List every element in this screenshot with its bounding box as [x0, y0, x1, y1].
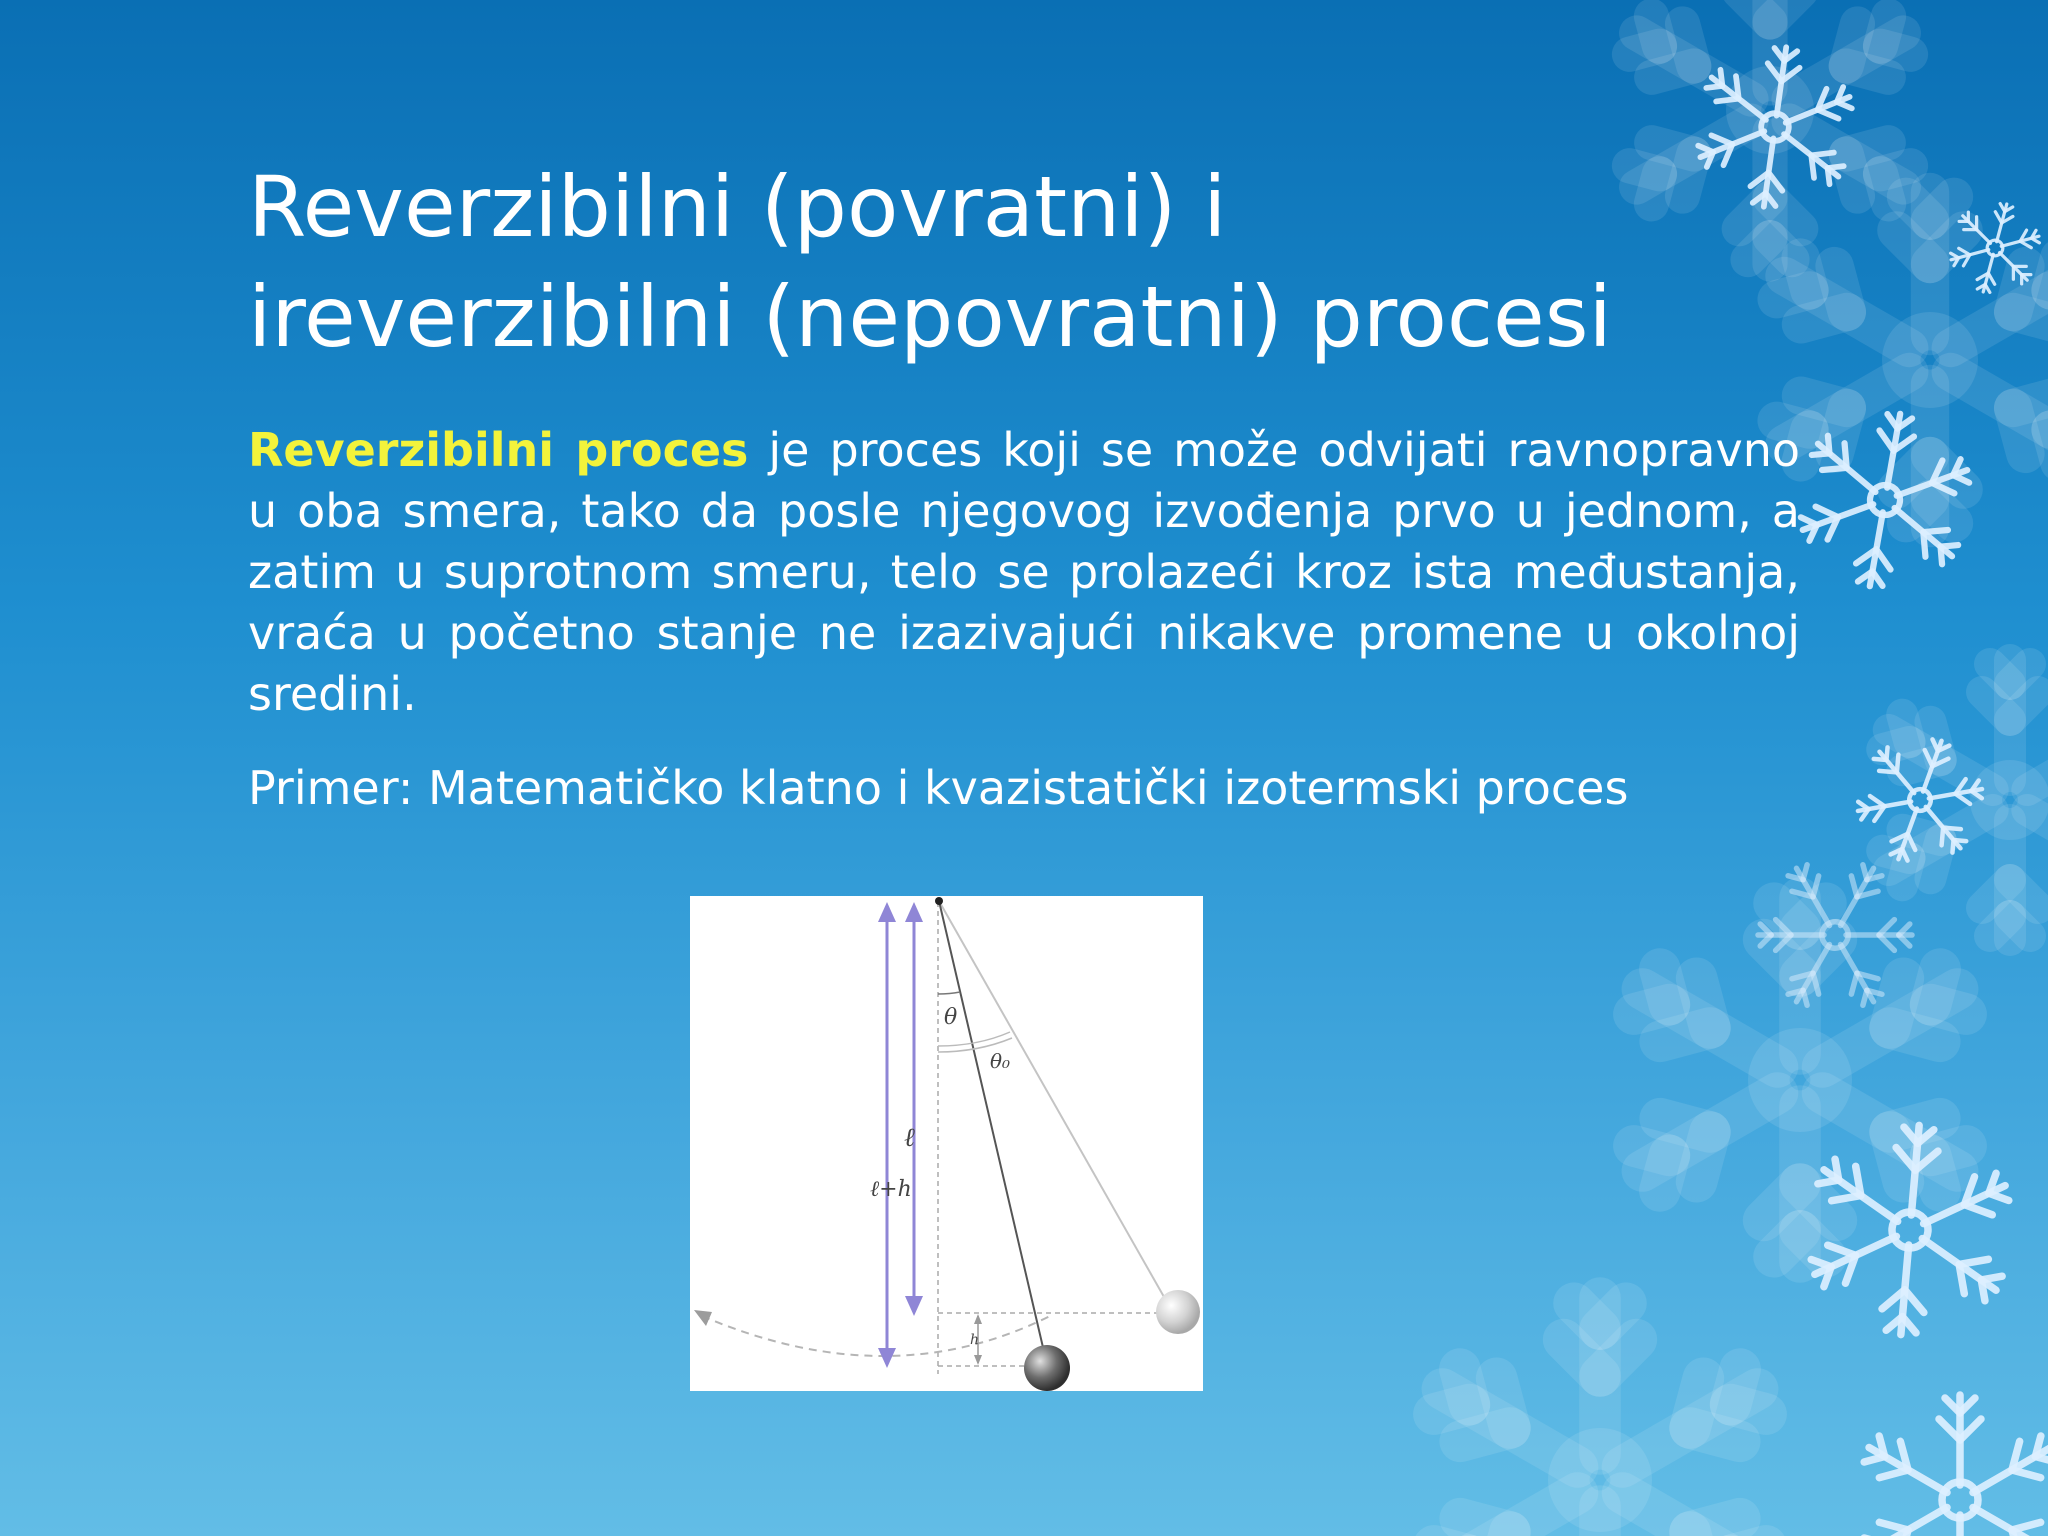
length-arrow-l-bottom	[905, 1296, 923, 1316]
snowflake-icon	[1941, 193, 2048, 304]
label-theta0: θ₀	[990, 1049, 1011, 1073]
angle-theta0-arc	[938, 1032, 1010, 1046]
length-arrow-lh-bottom	[878, 1348, 896, 1368]
pendulum-string	[939, 901, 1045, 1356]
pivot-point	[935, 897, 943, 905]
label-h: h	[970, 1332, 980, 1348]
pendulum-diagram	[690, 896, 1203, 1391]
snowflake-icon	[1768, 192, 2048, 528]
snowflake-icon	[1875, 660, 2048, 940]
length-arrow-l-top	[905, 902, 923, 922]
snowflake-icon	[1841, 720, 1998, 880]
pendulum-bob	[1024, 1345, 1070, 1391]
definition-text: je proces koji se može odvijati ravnopravno u oba smera, tako da posle njegovog izvođenja prvo u jednom, a zatim u suprotnom smeru, telo se prolazeći kroz ista međustanja, vraća u početno stanje ne izazivajući nikakve promene u okolnoj sredini.	[248, 423, 1800, 721]
snowflake-icon	[1800, 1117, 2020, 1344]
label-theta: θ	[944, 1005, 958, 1030]
example-text: Primer: Matematičko klatno i kvazistatički izotermski proces	[248, 761, 1629, 815]
pendulum-string-displaced	[939, 901, 1172, 1311]
swing-arc	[702, 1316, 1050, 1356]
title-line-1: Reverzibilni (povratni) i	[248, 158, 1227, 256]
label-l: ℓ	[904, 1123, 915, 1153]
angle-theta-arc	[938, 992, 960, 994]
slide-title	[248, 152, 1808, 372]
definition-paragraph	[248, 420, 1800, 725]
pendulum-figure	[690, 896, 1203, 1391]
highlight-term: Reverzibilni proces	[248, 423, 749, 477]
snowflake-icon	[1859, 1395, 2048, 1536]
length-arrow-lh-top	[878, 902, 896, 922]
snowflake-icon	[1624, 898, 1976, 1262]
label-l-plus-h: ℓ+h	[870, 1177, 912, 1202]
pendulum-bob-displaced	[1156, 1290, 1200, 1334]
arc-arrow-head	[694, 1310, 712, 1326]
title-line-2: ireverzibilni (nepovratni) procesi	[248, 268, 1612, 366]
snowflake-icon	[1732, 831, 1938, 1039]
snowflake-icon	[1787, 399, 1984, 601]
snowflake-icon	[1424, 1298, 1776, 1536]
